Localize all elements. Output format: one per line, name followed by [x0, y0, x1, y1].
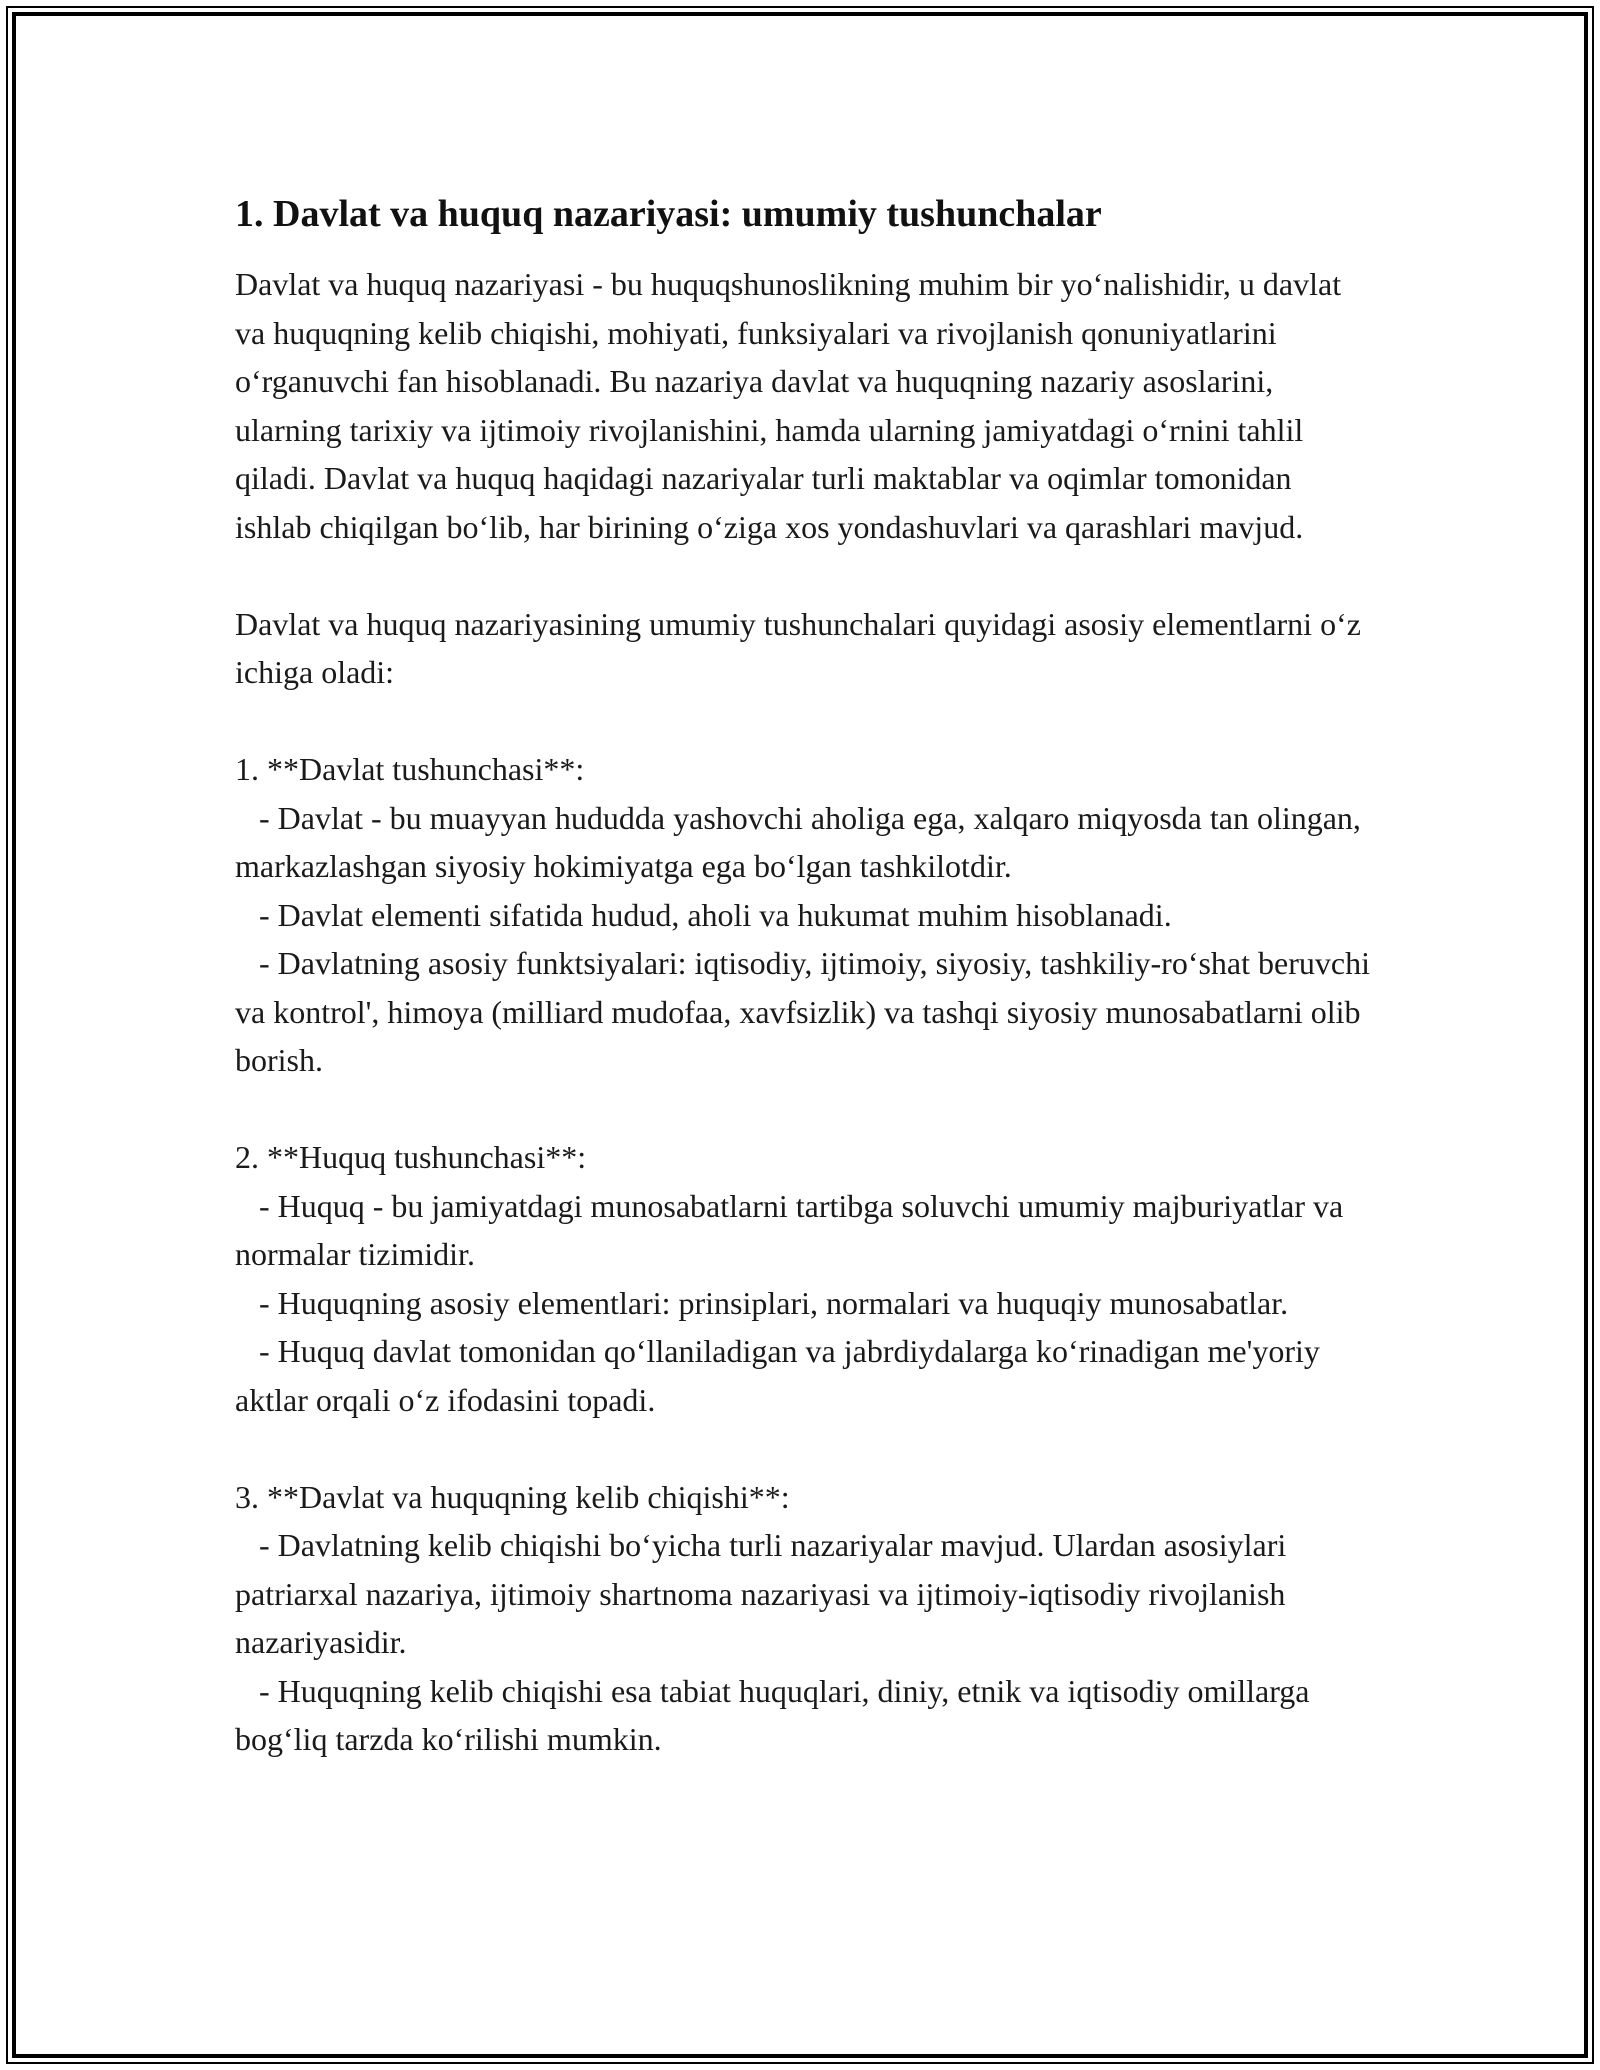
paragraph-gap [235, 551, 1375, 600]
paragraph-gap [235, 1424, 1375, 1473]
document-heading: 1. Davlat va huquq nazariyasi: umumiy tushunchalar [235, 193, 1102, 235]
paragraph-gap [235, 1085, 1375, 1134]
list-item-law-concept: 2. **Huquq tushunchasi**: - Huquq - bu jamiyatdagi munosabatlarni tartibga soluvchi umumiy majburiyatlar va normalar tizimidir. - Huquqning asosiy elementlari: prinsiplari, normalari va huquqiy munosabatlar. - Huquq davlat tomonidan qo‘llaniladigan va jabrdiydalarga ko‘rinadigan me'yoriy aktlar orqali o‘z ifodasini topadi. [235, 1139, 1344, 1418]
intro-paragraph: Davlat va huquq nazariyasi - bu huquqshunoslikning muhim bir yo‘nalishidir, u davlat va huquqning kelib chiqishi, mohiyati, funksiyalari va rivojlanish qonuniyatlarini o‘rganuvchi fan hisoblanadi. Bu nazariya davlat va huquqning nazariy asoslarini, ularning tarixiy va ijtimoiy rivojlanishini, hamda ularning jamiyatdagi o‘rnini tahlil qiladi. Davlat va huquq haqidagi nazariyalar turli maktablar va oqimlar tomonidan ishlab chiqilgan bo‘lib, har birining o‘ziga xos yondashuvlari va qarashlari mavjud. [235, 266, 1350, 545]
paragraph-gap [235, 697, 1375, 746]
list-item-origin: 3. **Davlat va huquqning kelib chiqishi**: - Davlatning kelib chiqishi bo‘yicha turli nazariyalar mavjud. Ulardan asosiylari patriarxal nazariya, ijtimoiy shartnoma nazariyasi va ijtimoiy-iqtisodiy rivojlanish nazariyasidir. - Huquqning kelib chiqishi esa tabiat huquqlari, diniy, etnik va iqtisodiy omillarga bog‘liq tarzda ko‘rilishi mumkin. [235, 1478, 1310, 1757]
document-body [235, 190, 1375, 1764]
elements-intro-paragraph: Davlat va huquq nazariyasining umumiy tushunchalari quyidagi asosiy elementlarni o‘z ichiga oladi: [235, 605, 1369, 690]
list-item-state-concept: 1. **Davlat tushunchasi**: - Davlat - bu muayyan hududda yashovchi aholiga ega, xalqaro miqyosda tan olingan, markazlashgan siyosiy hokimiyatga ega bo‘lgan tashkilotdir. - Davlat elementi sifatida hudud, aholi va hukumat muhim hisoblanadi. - Davlatning asosiy funktsiyalari: iqtisodiy, ijtimoiy, siyosiy, tashkiliy-ro‘shat beruvchi va kontrol', himoya (milliard mudofaa, xavfsizlik) va tashqi siyosiy munosabatlarni olib borish. [235, 751, 1370, 1078]
